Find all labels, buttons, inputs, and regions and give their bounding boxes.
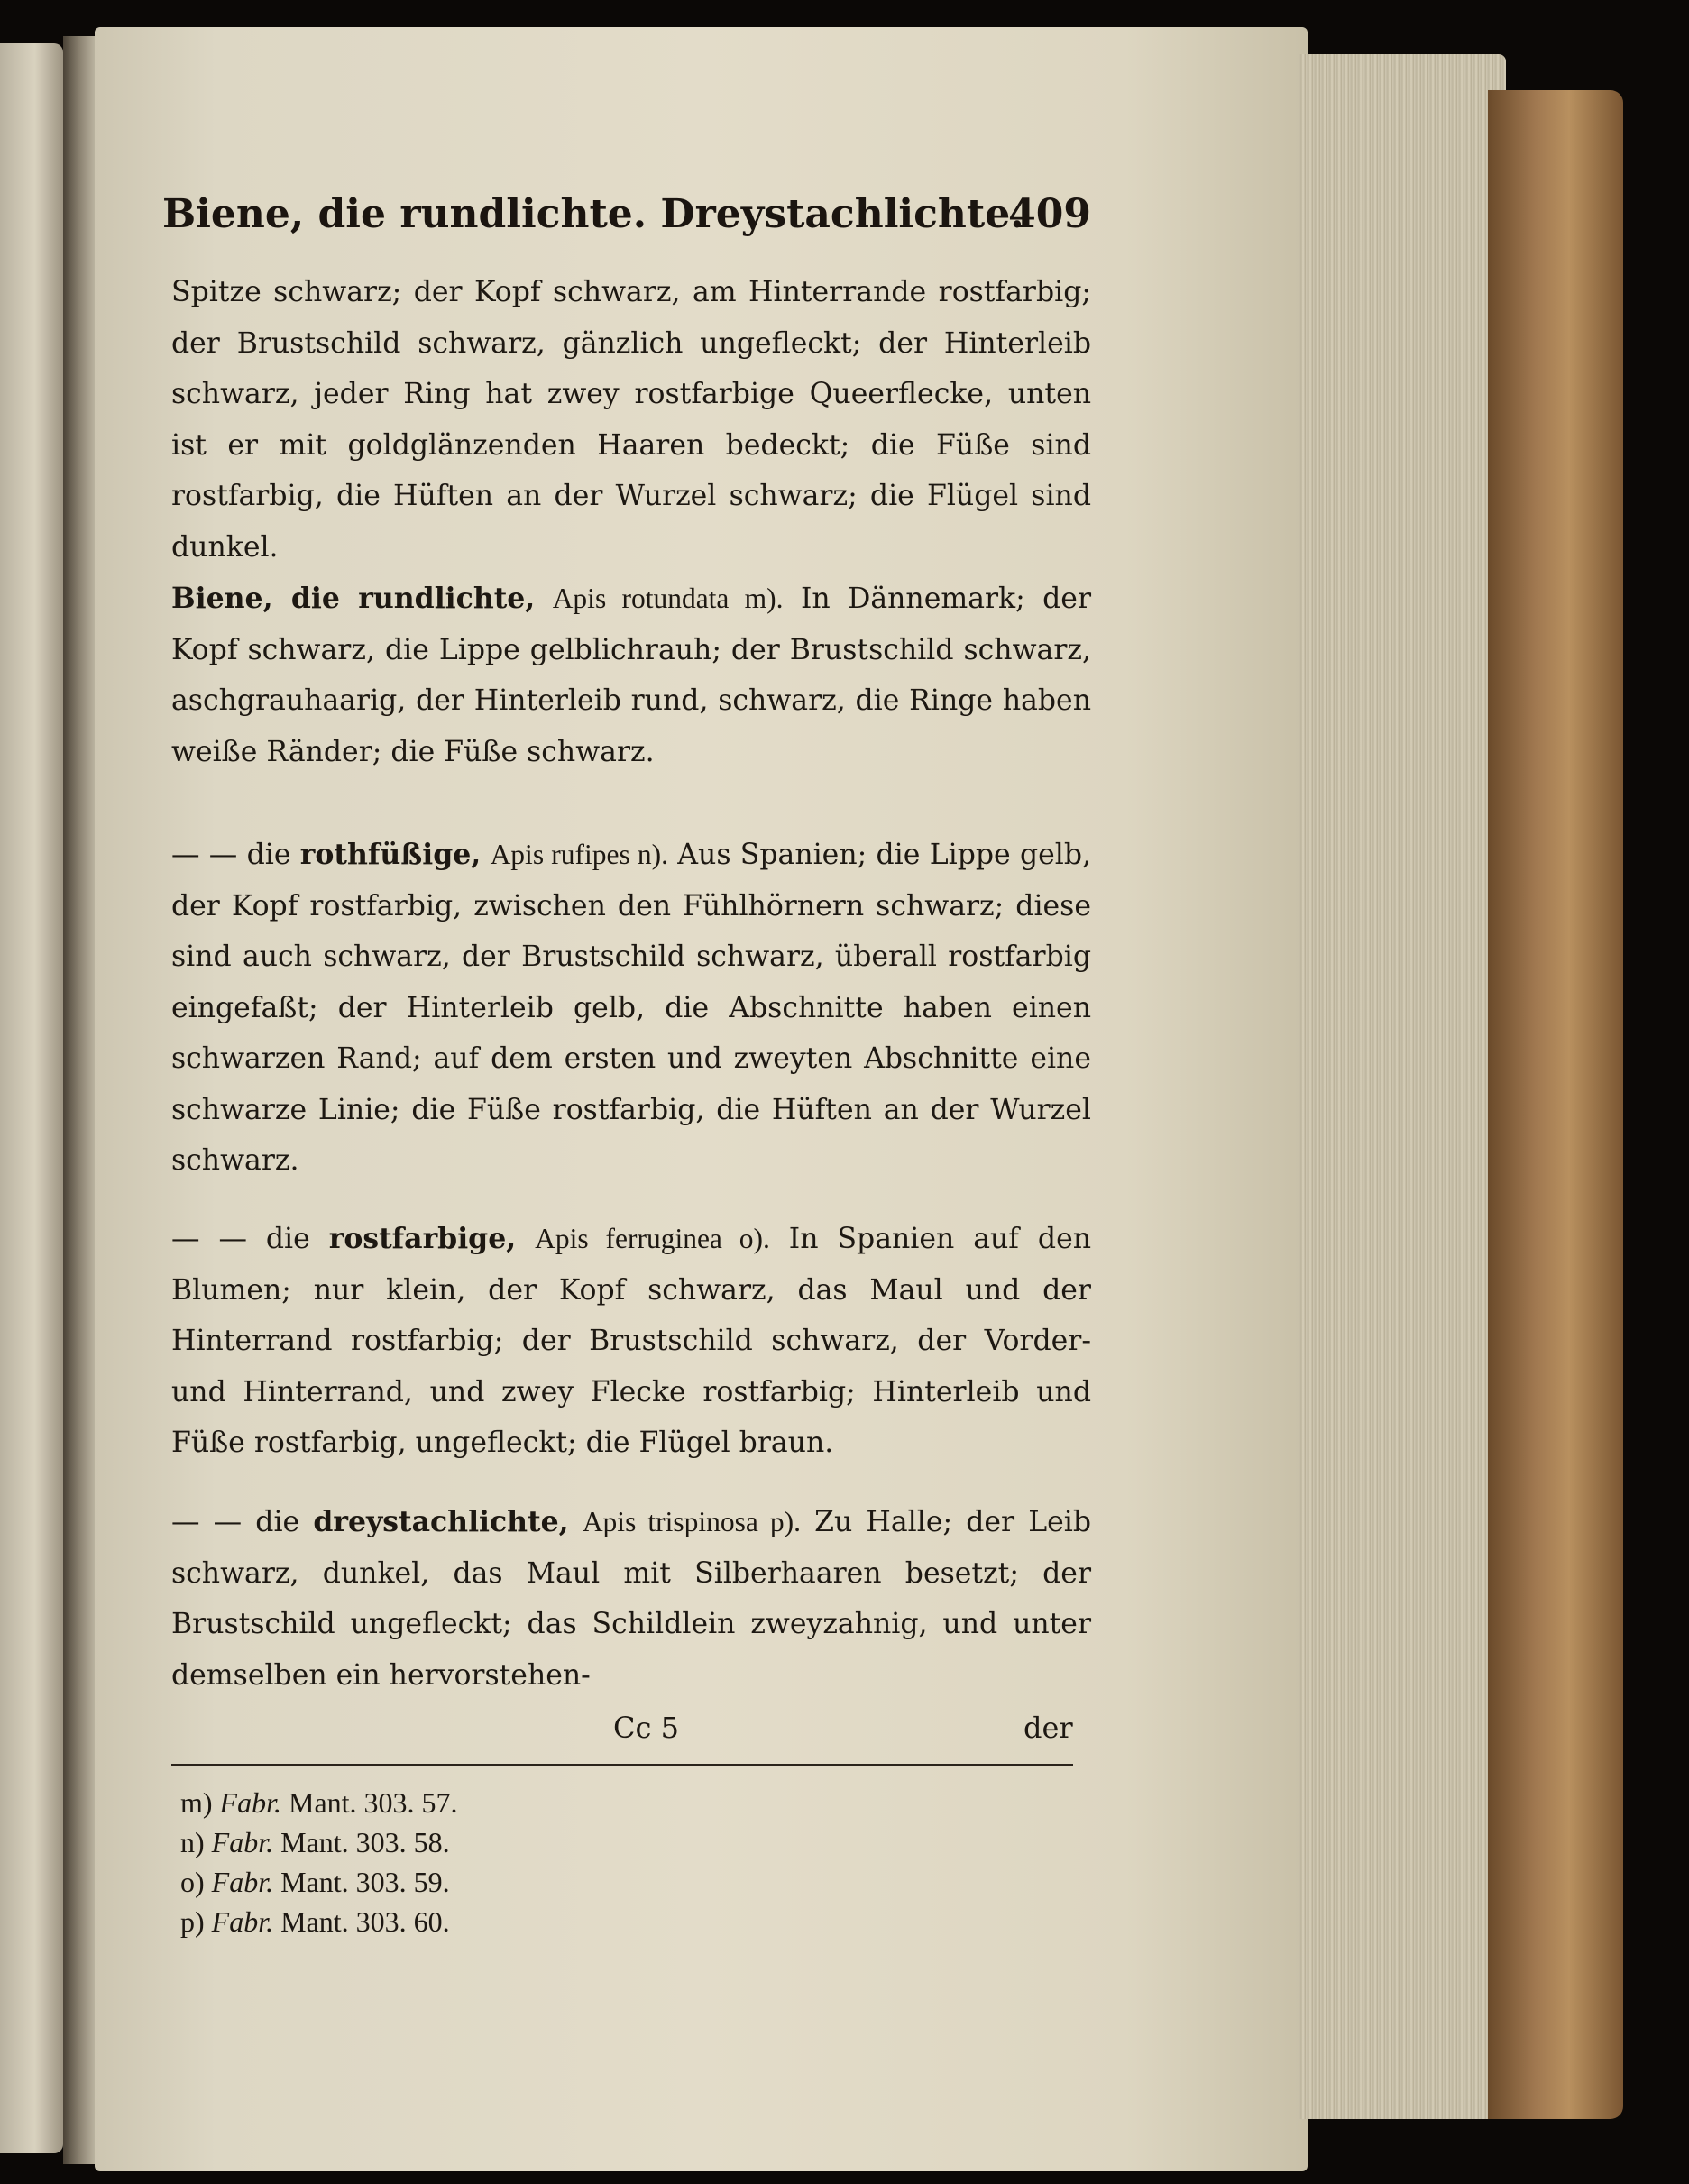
footnote-rule [171, 1764, 1073, 1766]
facing-page-edge [0, 43, 63, 2153]
entry-name: rothfüßige, [299, 838, 482, 871]
paragraph-text: Spitze schwarz; der Kopf schwarz, am Hinterrande rostfarbig; der Brustschild schwarz, gänzlich ungefleckt; der Hinterleib schwarz, jeder Ring hat zwey rostfarbige Queerflecke, unten ist er mit goldglänzenden Haaren bedeckt; die Füße sind rostfarbig, die Hüften an der Wurzel schwarz; die Flügel sind dunkel. [171, 276, 1091, 564]
running-title: Biene, die rundlichte. Dreystachlichte. [162, 191, 1024, 237]
footnote-reference: Mant. 303. 60. [280, 1905, 450, 1938]
footnote-mark: n) [180, 1826, 205, 1858]
footnote [180, 1783, 458, 1822]
entry-latin-name: Apis rufipes n). [490, 839, 668, 870]
footnote-reference: Mant. 303. 58. [280, 1826, 450, 1858]
entry-latin-name: Apis rotundata m). [552, 583, 784, 614]
entry-name: rostfarbige, [328, 1222, 517, 1255]
footnote-reference: Mant. 303. 57. [289, 1786, 458, 1819]
running-header [162, 191, 1118, 254]
entry-name: Biene, die rundlichte, [171, 582, 536, 615]
book-gutter [63, 36, 99, 2164]
page-block-edges [1299, 54, 1506, 2119]
catchword: der [1023, 1711, 1073, 1745]
footnote [180, 1862, 458, 1902]
entry-prefix: — — die [171, 1506, 300, 1538]
footnote-reference: Mant. 303. 59. [280, 1866, 450, 1898]
paragraph-continuation [171, 267, 1091, 573]
entry-prefix: — — die [171, 1223, 310, 1255]
entry-text: In Dännemark; der Kopf schwarz, die Lippe gelblichrauh; der Brustschild schwarz, aschgrauhaarig, der Hinterleib rund, schwarz, die Ringe haben weiße Ränder; die Füße schwarz. [171, 583, 1092, 768]
footnote-mark: m) [180, 1786, 213, 1819]
entry-rundlichte [171, 574, 1091, 777]
entry-text: In Spanien auf den Blumen; nur klein, der Kopf schwarz, das Maul und der Hinterrand rostfarbig; der Brustschild schwarz, der Vorder- und Hinterrand, und zwey Flecke rostfarbig; Hinterleib und Füße rostfarbig, ungefleckt; die Flügel braun. [171, 1223, 1092, 1459]
entry-prefix: — — die [171, 839, 291, 871]
footnote-author: Fabr. [211, 1905, 274, 1938]
entry-latin-name: Apis ferruginea o). [535, 1223, 770, 1254]
footnote-mark: o) [180, 1866, 205, 1898]
footnote [180, 1822, 458, 1862]
footnotes [180, 1783, 458, 1941]
entry-rostfarbige [171, 1214, 1091, 1469]
entry-latin-name: Apis trispinosa p). [582, 1506, 801, 1537]
entry-rothfuessige [171, 830, 1091, 1187]
footnote-author: Fabr. [211, 1866, 274, 1898]
entry-text: Aus Spanien; die Lippe gelb, der Kopf rostfarbig, zwischen den Fühlhörnern schwarz; diese sind auch schwarz, der Brustschild schwarz, überall rostfarbig eingefaßt; der Hinterleib gelb, die Abschnitte haben einen schwarzen Rand; auf dem ersten und zweyten Abschnitte eine schwarze Linie; die Füße rostfarbig, die Hüften an der Wurzel schwarz. [171, 839, 1092, 1177]
entry-text: Zu Halle; der Leib schwarz, dunkel, das Maul mit Silberhaaren besetzt; der Brustschild ungefleckt; das Schildlein zweyzahnig, und unter demselben ein hervorstehen- [171, 1506, 1092, 1692]
footnote-mark: p) [180, 1905, 205, 1938]
book-cover [1488, 90, 1623, 2119]
entry-name: dreystachlichte, [313, 1505, 569, 1538]
entry-dreystachlichte [171, 1497, 1091, 1701]
footnote-author: Fabr. [211, 1826, 274, 1858]
signature-mark: Cc 5 [613, 1711, 679, 1745]
page-number: 409 [1008, 191, 1091, 237]
footnote [180, 1902, 458, 1941]
footnote-author: Fabr. [219, 1786, 281, 1819]
